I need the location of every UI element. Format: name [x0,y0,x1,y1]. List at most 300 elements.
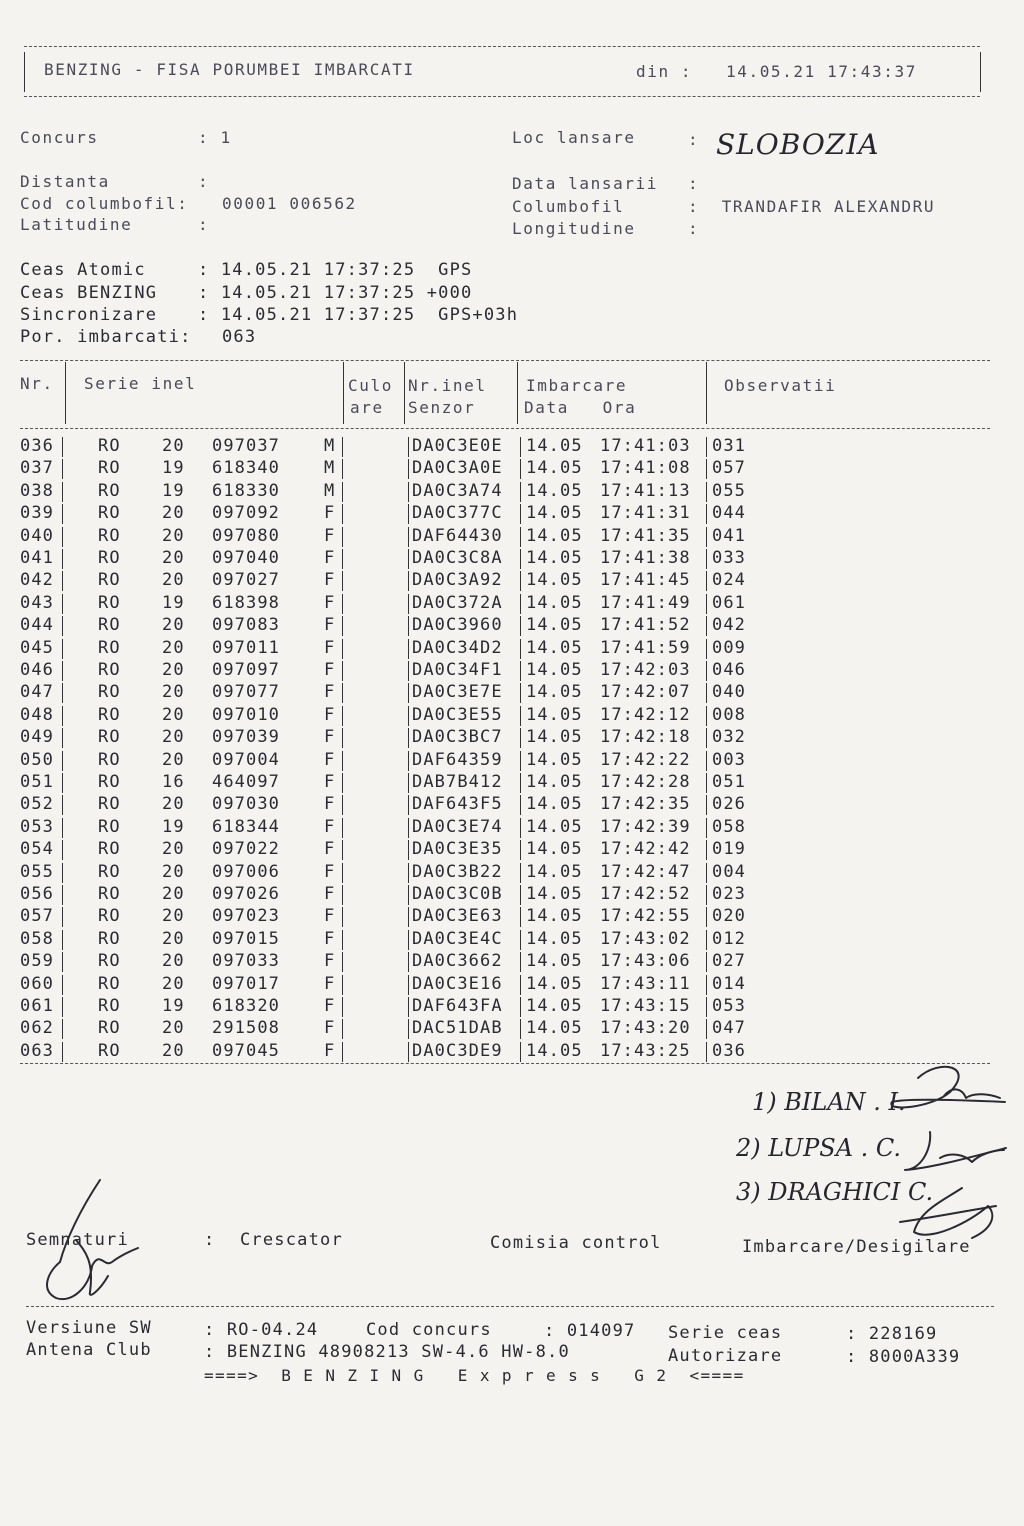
cell-ring-number: 291508 [212,1018,281,1039]
cell-nr: 055 [20,861,55,882]
cell-date: 14.05 [526,682,583,703]
cell-sensor: DAC51DAB [412,1018,503,1039]
cell-sex: F [324,704,336,725]
cell-time: 17:42:18 [600,727,691,748]
cell-date: 14.05 [526,548,583,568]
cell-ring-number: 097039 [212,727,281,748]
cell-year: 20 [162,548,185,568]
longitudine-value: : [688,219,700,238]
cell-country: RO [98,615,121,636]
cell-country: RO [98,951,121,972]
cell-observation: 004 [712,861,747,882]
longitudine-label: Longitudine [512,219,636,238]
cell-date: 14.05 [526,436,583,456]
cell-time: 17:43:25 [600,1040,691,1061]
cell-year: 19 [162,592,185,613]
cell-year: 20 [162,906,185,927]
cell-sensor: DA0C3DE9 [412,1040,503,1061]
cell-country: RO [98,727,121,748]
cell-country: RO [98,861,121,882]
cell-date: 14.05 [526,772,583,792]
cell-sensor: DA0C34F1 [412,660,503,680]
cell-year: 20 [162,928,185,949]
cell-observation: 046 [712,660,747,680]
cell-year: 20 [162,861,185,882]
latitudine-value: : [198,215,210,234]
cell-year: 19 [162,480,185,501]
cell-nr: 051 [20,772,55,792]
cell-ring-number: 097006 [212,861,281,882]
cell-date: 14.05 [526,704,583,725]
cell-sensor: DA0C3E74 [412,816,503,837]
cell-date: 14.05 [526,503,583,524]
cell-nr: 056 [20,884,55,904]
cell-observation: 032 [712,727,747,748]
signature-stroke [891,1067,1005,1108]
cell-time: 17:42:47 [600,861,691,882]
cell-nr: 060 [20,973,55,994]
cell-sex: F [324,548,336,568]
cell-date: 14.05 [526,996,583,1016]
cell-sex: M [324,436,336,456]
cell-observation: 027 [712,951,747,972]
cell-observation: 008 [712,704,747,725]
cell-observation: 003 [712,749,747,770]
cell-observation: 061 [712,592,747,613]
cell-sex: F [324,1040,336,1061]
cell-country: RO [98,525,121,546]
cell-nr: 050 [20,749,55,770]
cell-sex: F [324,660,336,680]
cell-year: 19 [162,816,185,837]
col-imbarcare-header-2: Data Ora [524,398,637,417]
cell-ring-number: 618340 [212,458,281,479]
cell-year: 20 [162,884,185,904]
concurs-label: Concurs [20,128,99,147]
signature-stroke [900,1206,996,1222]
cod-columbofil-label: Cod columbofil: [20,194,189,213]
cell-observation: 031 [712,436,747,456]
cell-nr: 044 [20,615,55,636]
cell-date: 14.05 [526,839,583,860]
cell-sensor: DAB7B412 [412,772,503,792]
cell-date: 14.05 [526,525,583,546]
cell-time: 17:41:13 [600,480,691,501]
cell-observation: 019 [712,839,747,860]
cell-sex: F [324,570,336,591]
cell-nr: 047 [20,682,55,703]
cell-time: 17:43:15 [600,996,691,1016]
cell-year: 20 [162,615,185,636]
cell-country: RO [98,458,121,479]
cell-ring-number: 097023 [212,906,281,927]
document-title: BENZING - FISA PORUMBEI IMBARCATI [44,60,415,79]
footer-top-border [26,1306,994,1307]
commission-member: 2) LUPSA . C. [736,1134,902,1162]
loc-lansare-label: Loc lansare [512,128,636,147]
cell-observation: 033 [712,548,747,568]
col-senzor-header-2: Senzor [408,398,476,417]
pigeons-boarded-value: 063 [222,327,257,347]
cod-concurs-value: : 014097 [544,1321,636,1341]
cell-date: 14.05 [526,816,583,837]
clock-label: Sincronizare [20,305,158,325]
cell-sex: F [324,503,336,524]
loc-lansare-handwritten: SLOBOZIA [716,128,880,161]
cell-sex: F [324,861,336,882]
cell-country: RO [98,682,121,703]
cell-sensor: DA0C3E0E [412,436,503,456]
cod-columbofil-value: 00001 006562 [222,194,357,213]
cell-ring-number: 097080 [212,525,281,546]
cell-ring-number: 097033 [212,951,281,972]
cell-country: RO [98,794,121,815]
cell-ring-number: 618398 [212,592,281,613]
cell-time: 17:41:31 [600,503,691,524]
cell-year: 20 [162,839,185,860]
cell-nr: 058 [20,928,55,949]
cell-nr: 045 [20,637,55,658]
cell-nr: 052 [20,794,55,815]
signature-stroke [944,1089,1000,1098]
cell-ring-number: 097083 [212,615,281,636]
cell-time: 17:42:39 [600,816,691,837]
cell-observation: 058 [712,816,747,837]
print-date-label: din : [636,62,693,81]
cell-time: 17:43:20 [600,1018,691,1039]
commission-member: 3) DRAGHICI C. [736,1178,934,1206]
cell-ring-number: 618344 [212,816,281,837]
cell-sensor: DA0C3A0E [412,458,503,479]
cell-time: 17:41:38 [600,548,691,568]
cell-ring-number: 097040 [212,548,281,568]
cell-country: RO [98,884,121,904]
col-senzor-header: Nr.inel [408,376,487,395]
signature-comisia: Comisia control [490,1233,662,1253]
cell-time: 17:42:07 [600,682,691,703]
clock-value: : 14.05.21 17:37:25 GPS+03h [198,305,519,325]
cell-nr: 040 [20,525,55,546]
cell-country: RO [98,839,121,860]
pigeons-boarded-label: Por. imbarcati: [20,327,192,347]
cell-year: 20 [162,749,185,770]
cell-time: 17:42:55 [600,906,691,927]
cell-sex: F [324,839,336,860]
cell-observation: 020 [712,906,747,927]
cell-year: 20 [162,525,185,546]
cell-nr: 054 [20,839,55,860]
cell-sex: M [324,458,336,479]
cell-sex: F [324,816,336,837]
cell-observation: 024 [712,570,747,591]
cell-year: 20 [162,704,185,725]
cell-ring-number: 097022 [212,839,281,860]
versiune-value: : RO-04.24 [204,1320,319,1340]
cell-country: RO [98,816,121,837]
cell-sex: F [324,525,336,546]
cell-time: 17:41:59 [600,637,691,658]
cell-sensor: DA0C3E55 [412,704,503,725]
signature-crescator: Crescator [240,1230,343,1250]
cell-nr: 061 [20,996,55,1016]
cell-nr: 048 [20,704,55,725]
distanta-label: Distanta [20,172,110,191]
cell-nr: 046 [20,660,55,680]
cell-sex: F [324,951,336,972]
cell-date: 14.05 [526,458,583,479]
cell-sex: F [324,615,336,636]
autorizare-value: : 8000A339 [846,1347,961,1367]
cell-ring-number: 097010 [212,704,281,725]
signatures-colon: : [204,1230,216,1250]
antena-value: : BENZING 48908213 SW-4.6 HW-8.0 [204,1342,570,1362]
cell-date: 14.05 [526,794,583,815]
cell-sensor: DA0C3E35 [412,839,503,860]
cell-date: 14.05 [526,906,583,927]
cell-observation: 012 [712,928,747,949]
cell-date: 14.05 [526,1040,583,1061]
cell-country: RO [98,928,121,949]
cell-sensor: DA0C377C [412,503,503,524]
cell-time: 17:41:08 [600,458,691,479]
col-culoare-header: Culo [348,376,393,395]
clock-value: : 14.05.21 17:37:25 GPS [198,260,473,280]
cell-observation: 040 [712,682,747,703]
clock-label: Ceas BENZING [20,283,158,303]
cell-nr: 039 [20,503,55,524]
cell-ring-number: 097030 [212,794,281,815]
cell-date: 14.05 [526,660,583,680]
cell-nr: 041 [20,548,55,568]
loc-lansare-colon: : [688,130,700,149]
cell-sensor: DA0C372A [412,592,503,613]
cell-date: 14.05 [526,749,583,770]
columbofil-value: : TRANDAFIR ALEXANDRU [688,197,936,216]
cell-country: RO [98,772,121,792]
distanta-value: : [198,172,210,191]
cell-time: 17:43:06 [600,951,691,972]
cell-nr: 062 [20,1018,55,1039]
cell-sensor: DAF643F5 [412,794,503,815]
print-date-value: 14.05.21 17:43:37 [726,62,917,81]
cell-sex: F [324,973,336,994]
cell-date: 14.05 [526,861,583,882]
cell-country: RO [98,637,121,658]
commission-member: 1) BILAN . I. [752,1088,906,1116]
cell-sex: F [324,682,336,703]
cell-country: RO [98,906,121,927]
cell-year: 20 [162,436,185,456]
cell-country: RO [98,1040,121,1061]
cell-ring-number: 097026 [212,884,281,904]
col-culoare-header-2: are [350,398,384,417]
cell-time: 17:43:02 [600,928,691,949]
cell-nr: 042 [20,570,55,591]
cell-ring-number: 097097 [212,660,281,680]
serie-ceas-value: : 228169 [846,1324,938,1344]
col-imbarcare-header: Imbarcare [526,376,628,395]
cell-nr: 043 [20,592,55,613]
data-lansarii-label: Data lansarii [512,174,659,193]
autorizare-label: Autorizare [668,1346,783,1366]
cell-time: 17:42:03 [600,660,691,680]
cell-year: 20 [162,1018,185,1039]
cell-observation: 042 [712,615,747,636]
col-nr-header: Nr. [20,374,54,393]
cell-date: 14.05 [526,570,583,591]
cell-sensor: DA0C3E7E [412,682,503,703]
cell-year: 20 [162,503,185,524]
cell-sensor: DA0C3662 [412,951,503,972]
cell-time: 17:43:11 [600,973,691,994]
cell-date: 14.05 [526,592,583,613]
cell-ring-number: 464097 [212,772,281,792]
cell-year: 20 [162,951,185,972]
cell-date: 14.05 [526,637,583,658]
cell-ring-number: 097011 [212,637,281,658]
cell-year: 20 [162,660,185,680]
cell-time: 17:42:52 [600,884,691,904]
cell-year: 20 [162,570,185,591]
cell-country: RO [98,749,121,770]
cell-ring-number: 097004 [212,749,281,770]
cell-country: RO [98,592,121,613]
cell-nr: 053 [20,816,55,837]
cell-date: 14.05 [526,973,583,994]
cell-country: RO [98,973,121,994]
cell-sex: F [324,637,336,658]
cell-nr: 037 [20,458,55,479]
clock-value: : 14.05.21 17:37:25 +000 [198,283,473,303]
col-serie-header: Serie inel [84,374,197,393]
versiune-label: Versiune SW [26,1318,152,1338]
cell-observation: 036 [712,1040,747,1061]
cell-ring-number: 097092 [212,503,281,524]
cell-sensor: DA0C3B22 [412,861,503,882]
cell-observation: 026 [712,794,747,815]
cell-observation: 041 [712,525,747,546]
cell-observation: 023 [712,884,747,904]
columbofil-label: Columbofil [512,197,625,216]
cell-year: 19 [162,458,185,479]
cell-date: 14.05 [526,727,583,748]
latitudine-label: Latitudine [20,215,133,234]
cell-country: RO [98,996,121,1016]
cell-time: 17:41:45 [600,570,691,591]
cod-concurs-label: Cod concurs [366,1320,492,1340]
cell-year: 20 [162,727,185,748]
cell-observation: 009 [712,637,747,658]
cell-year: 20 [162,794,185,815]
cell-country: RO [98,548,121,568]
cell-ring-number: 618320 [212,996,281,1016]
cell-sex: F [324,996,336,1016]
cell-ring-number: 097045 [212,1040,281,1061]
signatures-label: Semnaturi [26,1230,129,1250]
cell-country: RO [98,570,121,591]
cell-country: RO [98,436,121,456]
signature-imbarcare: Imbarcare/Desigilare [742,1237,971,1257]
cell-year: 20 [162,682,185,703]
cell-sex: F [324,884,336,904]
cell-year: 20 [162,1040,185,1061]
cell-year: 19 [162,996,185,1016]
cell-sex: M [324,480,336,501]
cell-country: RO [98,503,121,524]
cell-date: 14.05 [526,951,583,972]
cell-sensor: DA0C34D2 [412,637,503,658]
cell-observation: 053 [712,996,747,1016]
col-observatii-header: Observatii [724,376,837,395]
cell-sex: F [324,749,336,770]
cell-time: 17:42:28 [600,772,691,792]
cell-time: 17:41:52 [600,615,691,636]
cell-observation: 014 [712,973,747,994]
cell-country: RO [98,660,121,680]
cell-time: 17:41:35 [600,525,691,546]
cell-ring-number: 097077 [212,682,281,703]
cell-sex: F [324,592,336,613]
cell-date: 14.05 [526,884,583,904]
cell-sex: F [324,772,336,792]
cell-ring-number: 097027 [212,570,281,591]
cell-sex: F [324,794,336,815]
cell-time: 17:42:22 [600,749,691,770]
cell-country: RO [98,704,121,725]
cell-observation: 044 [712,503,747,524]
cell-ring-number: 097017 [212,973,281,994]
cell-nr: 059 [20,951,55,972]
cell-time: 17:42:42 [600,839,691,860]
cell-observation: 051 [712,772,747,792]
concurs-value: : 1 [198,128,232,147]
cell-observation: 057 [712,458,747,479]
cell-year: 20 [162,973,185,994]
data-lansarii-value: : [688,174,700,193]
cell-sensor: DA0C3A74 [412,480,503,501]
cell-sensor: DAF64430 [412,525,503,546]
cell-sensor: DA0C3E4C [412,928,503,949]
serie-ceas-label: Serie ceas [668,1323,783,1343]
cell-sensor: DA0C3BC7 [412,727,503,748]
cell-time: 17:41:03 [600,436,691,456]
cell-time: 17:41:49 [600,592,691,613]
cell-date: 14.05 [526,480,583,501]
cell-time: 17:42:12 [600,704,691,725]
cell-sex: F [324,1018,336,1039]
cell-sensor: DA0C3A92 [412,570,503,591]
cell-nr: 036 [20,436,55,456]
cell-sensor: DA0C3E63 [412,906,503,927]
cell-sex: F [324,928,336,949]
cell-nr: 063 [20,1040,55,1061]
benzing-express-banner: ====> B E N Z I N G E x p r e s s G 2 <==== [204,1366,745,1385]
cell-time: 17:42:35 [600,794,691,815]
cell-observation: 047 [712,1018,747,1039]
cell-nr: 038 [20,480,55,501]
cell-nr: 049 [20,727,55,748]
antena-label: Antena Club [26,1340,152,1360]
cell-year: 16 [162,772,185,792]
cell-sex: F [324,727,336,748]
cell-sensor: DAF643FA [412,996,503,1016]
cell-ring-number: 097037 [212,436,281,456]
cell-sensor: DA0C3C0B [412,884,503,904]
cell-nr: 057 [20,906,55,927]
cell-sex: F [324,906,336,927]
cell-date: 14.05 [526,928,583,949]
cell-sensor: DAF64359 [412,749,503,770]
